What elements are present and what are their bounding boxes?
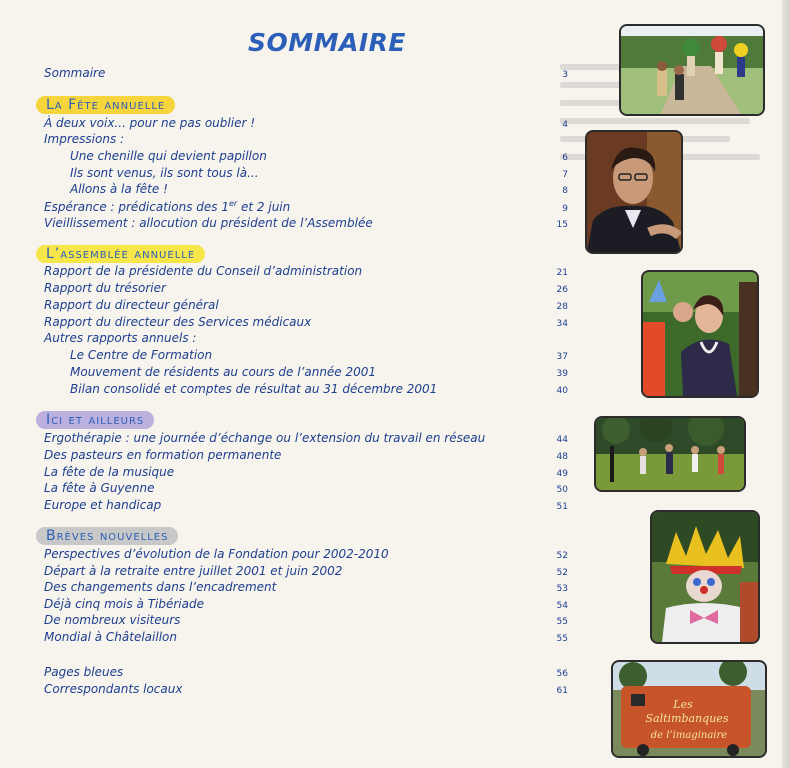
leader-dots bbox=[366, 265, 552, 275]
toc-page: 3 bbox=[562, 70, 568, 80]
toc-item[interactable] bbox=[44, 199, 568, 216]
toc-item[interactable] bbox=[70, 382, 568, 399]
woman-crowd-photo bbox=[641, 270, 759, 398]
toc-label: Pages bleues bbox=[44, 665, 124, 679]
leader-dots bbox=[441, 383, 552, 393]
toc-label: Ergothérapie : une journée d’échange ou l’extension du travail en réseau bbox=[44, 431, 486, 445]
toc-page: 56 bbox=[556, 669, 568, 679]
toc-page: 39 bbox=[556, 369, 568, 379]
toc-page: 53 bbox=[556, 584, 568, 594]
toc-page: 49 bbox=[556, 469, 568, 479]
section-assemblee-annuelle: L’assemblée annuelle bbox=[36, 245, 205, 263]
toc-page: 50 bbox=[556, 485, 568, 495]
leader-dots bbox=[271, 150, 558, 160]
toc-page: 44 bbox=[556, 435, 568, 445]
leader-dots bbox=[178, 466, 552, 476]
toc-label: Espérance : prédications des 1er et 2 juin bbox=[44, 199, 291, 214]
toc-item[interactable] bbox=[44, 498, 568, 515]
leader-dots bbox=[216, 349, 552, 359]
toc-page: 6 bbox=[562, 153, 568, 163]
toc-label: Des changements dans l’encadrement bbox=[44, 580, 277, 594]
leader-dots bbox=[165, 499, 552, 509]
toc-item[interactable] bbox=[44, 547, 568, 564]
toc-label: Le Centre de Formation bbox=[70, 348, 213, 362]
toc-page: 7 bbox=[562, 170, 568, 180]
section-breves-nouvelles: Brèves nouvelles bbox=[36, 527, 178, 545]
leader-dots bbox=[280, 581, 552, 591]
leader-dots bbox=[489, 432, 552, 442]
park-performers-photo bbox=[594, 416, 746, 492]
leader-dots bbox=[259, 117, 558, 127]
toc-label: Ils sont venus, ils sont tous là... bbox=[70, 166, 259, 180]
toc-item[interactable] bbox=[44, 448, 568, 465]
toc-page: 52 bbox=[556, 568, 568, 578]
toc-page: 9 bbox=[562, 204, 568, 214]
toc-label: Rapport du directeur des Services médicaux bbox=[44, 315, 312, 329]
toc-page: 21 bbox=[556, 268, 568, 278]
leader-dots bbox=[263, 167, 559, 177]
toc-page: 4 bbox=[562, 120, 568, 130]
toc-item[interactable] bbox=[44, 315, 568, 332]
toc-label: Impressions : bbox=[44, 132, 125, 146]
clown-photo bbox=[650, 510, 760, 644]
toc-label: Des pasteurs en formation permanente bbox=[44, 448, 282, 462]
toc-label: Autres rapports annuels : bbox=[44, 331, 197, 345]
toc-page: 54 bbox=[556, 601, 568, 611]
toc-page: 52 bbox=[556, 551, 568, 561]
toc-item[interactable] bbox=[44, 116, 568, 133]
wagon-photo bbox=[611, 660, 767, 758]
toc-label: Rapport du directeur général bbox=[44, 298, 219, 312]
leader-dots bbox=[181, 631, 553, 641]
toc-subheading bbox=[44, 331, 568, 348]
toc-page: 37 bbox=[556, 352, 568, 362]
toc-page: 55 bbox=[556, 634, 568, 644]
toc-page: 28 bbox=[556, 302, 568, 312]
toc-item[interactable] bbox=[44, 564, 568, 581]
toc-item[interactable] bbox=[44, 597, 568, 614]
toc-label: Départ à la retraite entre juillet 2001 et juin 2002 bbox=[44, 564, 343, 578]
leader-dots bbox=[170, 282, 553, 292]
toc-label: Vieillissement : allocution du président de l’Assemblée bbox=[44, 216, 373, 230]
leader-dots bbox=[223, 299, 553, 309]
toc-item[interactable] bbox=[70, 182, 568, 199]
toc-correspondants[interactable] bbox=[44, 682, 568, 699]
page-title: SOMMAIRE bbox=[248, 28, 406, 57]
toc-item[interactable] bbox=[70, 348, 568, 365]
toc-item[interactable] bbox=[44, 630, 568, 647]
leader-dots bbox=[109, 67, 558, 77]
toc-item[interactable] bbox=[70, 166, 568, 183]
leader-dots bbox=[285, 449, 552, 459]
wagon-sign-line2: Saltimbanques bbox=[645, 712, 729, 725]
toc-item[interactable] bbox=[44, 431, 568, 448]
toc-label: Bilan consolidé et comptes de résultat au 31 décembre 2001 bbox=[70, 382, 438, 396]
toc-label: Rapport de la présidente du Conseil d’administration bbox=[44, 264, 363, 278]
toc-page: 15 bbox=[556, 220, 568, 230]
toc-label: La fête de la musique bbox=[44, 465, 175, 479]
leader-dots bbox=[380, 366, 553, 376]
toc-page: 48 bbox=[556, 452, 568, 462]
toc-item[interactable] bbox=[44, 216, 568, 233]
toc-label: Mouvement de résidents au cours de l’année 2001 bbox=[70, 365, 377, 379]
toc-label: La fête à Guyenne bbox=[44, 481, 155, 495]
parade-photo bbox=[619, 24, 765, 116]
leader-dots bbox=[186, 683, 552, 693]
toc-item[interactable] bbox=[44, 465, 568, 482]
toc-item[interactable] bbox=[44, 613, 568, 630]
toc-label: À deux voix... pour ne pas oublier ! bbox=[44, 116, 256, 130]
toc-label: De nombreux visiteurs bbox=[44, 613, 181, 627]
toc-label: Europe et handicap bbox=[44, 498, 162, 512]
toc-item[interactable] bbox=[44, 281, 568, 298]
toc-item[interactable] bbox=[44, 298, 568, 315]
leader-dots bbox=[184, 614, 552, 624]
toc-label: Correspondants locaux bbox=[44, 682, 183, 696]
toc-label: Allons à la fête ! bbox=[70, 182, 168, 196]
leader-dots bbox=[208, 598, 553, 608]
toc-page: 8 bbox=[562, 186, 568, 196]
toc-label: Mondial à Châtelaillon bbox=[44, 630, 177, 644]
toc-page: 51 bbox=[556, 502, 568, 512]
toc-page: 55 bbox=[556, 617, 568, 627]
toc-sommaire[interactable] bbox=[44, 66, 568, 83]
toc-label: Sommaire bbox=[44, 66, 106, 80]
wagon-sign-line3: de l’imaginaire bbox=[650, 730, 728, 741]
toc-item[interactable] bbox=[70, 365, 568, 382]
toc-item[interactable] bbox=[70, 149, 568, 166]
leader-dots bbox=[346, 565, 552, 575]
toc-pages-bleues[interactable] bbox=[44, 665, 568, 682]
toc-page: 34 bbox=[556, 319, 568, 329]
toc-label: Une chenille qui devient papillon bbox=[70, 149, 267, 163]
leader-dots bbox=[172, 183, 558, 193]
leader-dots bbox=[294, 201, 558, 211]
section-ici-et-ailleurs: Ici et ailleurs bbox=[36, 411, 154, 429]
toc-item[interactable] bbox=[44, 264, 568, 281]
leader-dots bbox=[315, 316, 552, 326]
toc-page: 26 bbox=[556, 285, 568, 295]
toc-item[interactable] bbox=[44, 580, 568, 597]
toc-label: Rapport du trésorier bbox=[44, 281, 166, 295]
leader-dots bbox=[159, 482, 553, 492]
toc-subheading bbox=[44, 132, 568, 149]
leader-dots bbox=[393, 548, 553, 558]
toc-label: Perspectives d’évolution de la Fondation pour 2002-2010 bbox=[44, 547, 389, 561]
toc-page: 61 bbox=[556, 686, 568, 696]
wagon-sign-line1: Les bbox=[673, 698, 693, 711]
toc-item[interactable] bbox=[44, 481, 568, 498]
page-edge bbox=[782, 0, 790, 768]
toc-page: 40 bbox=[556, 386, 568, 396]
speaker-photo bbox=[585, 130, 683, 254]
section-fete-annuelle: La Fête annuelle bbox=[36, 96, 175, 114]
leader-dots bbox=[127, 666, 552, 676]
leader-dots bbox=[377, 217, 553, 227]
toc-label: Déjà cinq mois à Tibériade bbox=[44, 597, 204, 611]
